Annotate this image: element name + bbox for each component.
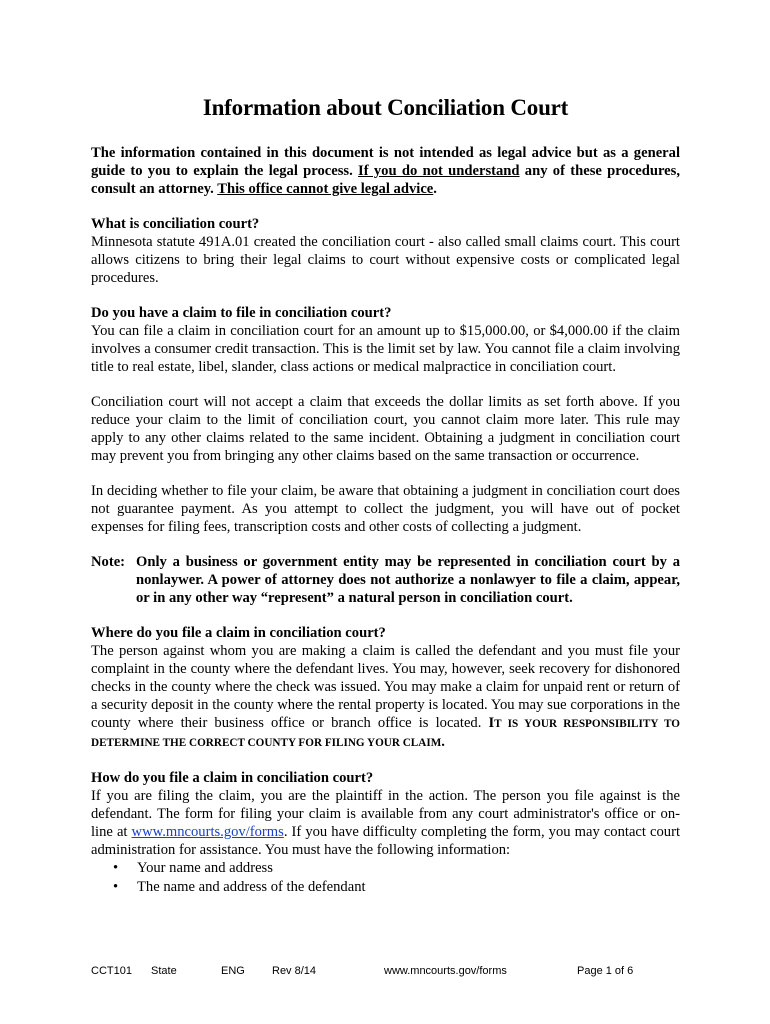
footer-url: www.mncourts.gov/forms [384,965,507,977]
section-heading-where: Where do you file a claim in conciliation court? [91,625,386,641]
section-heading-what: What is conciliation court? [91,216,260,232]
section-body-where: The person against whom you are making a claim is called the defendant and you must file your complaint in the county where the defendant lives. You may, however, seek recovery for dishonored checks in the county where the check was issued. You may make a claim for unpaid rent or return of a security deposit in the county where the rental property is located. You may sue corporations in the county where their business office or branch office is located. IT IS YOUR RESPONSIBILITY TO DETERMINE THE CORRECT COUNTY FOR FILING YOUR CLAIM. [91,643,680,750]
note-text: Only a business or government entity may be represented in conciliation court by a nonlaywer. A power of attorney does not authorize a nonlawyer to file a claim, appear, or in any other way “represent” a natural person in conciliation court. [136,554,680,606]
section-heading-claim: Do you have a claim to file in conciliation court? [91,305,392,321]
note-block [91,553,680,607]
intro-paragraph: The information contained in this document is not intended as legal advice but as a general guide to you to explain the legal process. If you do not understand any of these procedures, consult an attorney. This office cannot give legal advice. [91,145,680,197]
page-title: Information about Conciliation Court [202,95,569,120]
forms-link[interactable]: www.mncourts.gov/forms [131,824,284,840]
footer-form-id: CCT101 [91,965,132,977]
section-body-claim: You can file a claim in conciliation court for an amount up to $15,000.00, or $4,000.00 if the claim involves a consumer credit transaction. This is the limit set by law. You cannot file a claim involving title to real estate, libel, slander, class actions or medical malpractice in conciliation court. [91,323,680,375]
footer-page-number: Page 1 of 6 [577,965,634,977]
section-body-how: If you are filing the claim, you are the plaintiff in the action. The person you file against is the defendant. The form for filing your claim is available from any court administrator's office or on-line at www.mncourts.gov/forms. If you have difficulty completing the form, you may contact court administration for assistance. You must have the following information: [91,788,680,858]
footer-language: ENG [221,965,245,977]
bullet-icon: • [113,878,119,895]
document-page [91,95,680,896]
paragraph-limits: Conciliation court will not accept a claim that exceeds the dollar limits as set forth above. If you reduce your claim to the limit of conciliation court, you cannot claim more later. This rule may apply to any other claims related to the same incident. Obtaining a judgment in conciliation court may prevent you from bringing any other claims based on the same transaction or occurrence. [91,394,680,464]
page-footer [91,965,691,979]
paragraph-payment: In deciding whether to file your claim, be aware that obtaining a judgment in conciliation court does not guarantee payment. As you attempt to collect the judgment, you will have out of pocket expenses for filing fees, transcription costs and other costs of collecting a judgment. [91,483,680,535]
required-info-list [91,859,680,896]
note-label: Note: [91,554,126,570]
footer-revision: Rev 8/14 [272,965,317,977]
section-body-what: Minnesota statute 491A.01 created the conciliation court - also called small claims court. This court allows citizens to bring their legal claims to court without expensive costs or complicated legal procedures. [91,234,680,286]
footer-state: State [151,965,177,977]
bullet-icon: • [113,860,119,876]
list-item: • The name and address of the defendant [113,878,366,895]
section-heading-how: How do you file a claim in conciliation court? [91,770,374,786]
list-item: • Your name and address [113,860,273,876]
